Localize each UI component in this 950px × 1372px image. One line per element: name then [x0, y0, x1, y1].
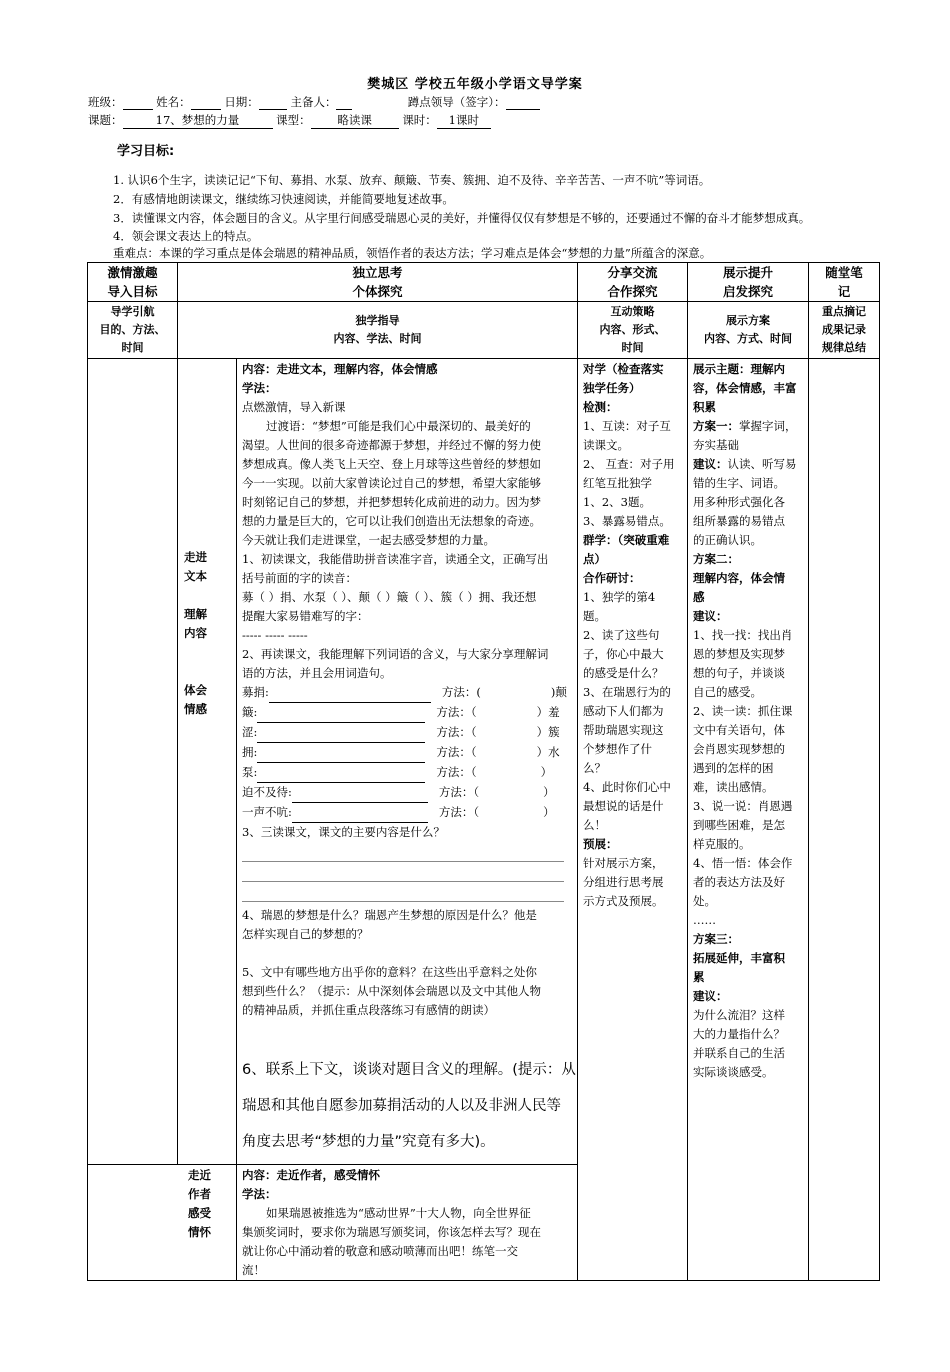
hours-label: 课时： [402, 113, 437, 127]
answer-blank[interactable] [257, 743, 425, 763]
subheader-col-5: 重点摘记 成果记录 规律总结 [822, 305, 866, 354]
preparer-field[interactable] [336, 95, 352, 110]
column-line: 感 [693, 590, 705, 604]
column-line: 检测： [583, 400, 618, 414]
key-difficult-points: 重难点：本课的学习重点是体会瑞恩的精神品质，领悟作者的表达方法；学习难点是体会“梦想的力量”所蕴含的深意。 [113, 246, 712, 260]
column-line: 展示主题：理解内 [693, 362, 785, 376]
type-label: 课型： [276, 113, 311, 127]
question-4: 4、瑞恩的梦想是什么？瑞恩产生梦想的原因是什么？他是 [242, 908, 537, 922]
column-line: 么！ [583, 818, 606, 832]
date-field[interactable] [259, 95, 287, 110]
column-line: 方案一：掌握字词， [693, 419, 797, 433]
type-value: 略读课 [311, 112, 399, 129]
subheader-col-4: 展示方案 内容、方式、时间 [704, 314, 792, 345]
column-line: 子，你心中最大 [583, 647, 664, 661]
word-row: 涩: 方法：（ ）簇 [242, 723, 576, 743]
answer-blank[interactable] [292, 803, 428, 823]
date-label: 日期： [224, 95, 259, 109]
word-row: 簸: 方法：（ ）羞 [242, 703, 576, 723]
column-line: 针对展示方案， [583, 856, 664, 870]
column-line: 拓展延伸，丰富积 [693, 951, 785, 965]
column-line: 么？ [583, 761, 606, 775]
column-line: 实际谈谈感受。 [693, 1065, 774, 1079]
goals-heading: 学习目标: [117, 144, 175, 159]
question-5: 5、文中有哪些地方出乎你的意料？在这些出乎意料之处你 [242, 965, 537, 979]
info-line-1 [88, 94, 540, 110]
column-line: 并联系自己的生活 [693, 1046, 785, 1060]
column-line: 难，读出感情。 [693, 780, 774, 794]
column-line: 2、读一读：抓住课 [693, 704, 793, 718]
column-line: 独学任务） [583, 381, 641, 395]
column-line: 为什么流泪？这样 [693, 1008, 785, 1022]
section2-content: 内容：走近作者，感受情怀 学法： 如果瑞恩被推选为“感动世界”十大人物，向全世界征 集颁奖词时，要求你为瑞恩写颁奖词，你该怎样去写？现在 就让你心中涌动着的敬意和感动喷薄而出吧！练笔一交 流！ [242, 1166, 576, 1280]
answer-blank[interactable] [292, 783, 428, 803]
column-line: 4、悟一悟：体会作 [693, 856, 793, 870]
name-field[interactable] [191, 95, 221, 110]
word-row: 一声不吭: 方法：（ ） [242, 803, 576, 823]
subheader-col-1: 导学引航 目的、方法、 时间 [99, 305, 166, 354]
info-line-2 [88, 112, 491, 129]
header-col-1: 激情激趣 导入目标 [107, 265, 158, 299]
subheader-col-2: 独学指导 内容、学法、时间 [333, 314, 422, 345]
column-line: 建议： [693, 989, 728, 1003]
question-6: 6、联系上下文，谈谈对题目含义的理解。(提示：从 瑞恩和其他自愿参加募捐活动的人以及非洲人民等 角度去思考“梦想的力量”究竟有多大)。 [242, 1062, 576, 1150]
column-line: 错的生字、词语。 [693, 476, 785, 490]
column-line: 夯实基础 [693, 438, 739, 452]
class-field[interactable] [123, 95, 153, 110]
column-line: 对学（检查落实 [583, 362, 664, 376]
goal-item: 1. 认识6个生字，读读记记“下旬、募捐、水泵、放弃、颠簸、节奏、簇拥、迫不及待、辛辛苦苦、一声不吭”等词语。 [113, 173, 711, 187]
section2-method: 学法： [242, 1187, 277, 1201]
column-line: 处。 [693, 894, 716, 908]
header-col-3: 分享交流 合作探究 [607, 265, 658, 299]
header-col-5: 随堂笔 记 [825, 265, 863, 299]
answer-blank[interactable] [257, 723, 425, 743]
column-line: 建议： [693, 609, 728, 623]
display-plan-column [693, 360, 807, 1082]
answer-blank[interactable] [257, 703, 425, 723]
column-line: 大的力量指什么？ [693, 1027, 785, 1041]
word-row: 拥: 方法：（ ）水 [242, 743, 576, 763]
name-label: 姓名： [156, 95, 191, 109]
column-line: 样克服的。 [693, 837, 751, 851]
section2-content-title: 内容：走近作者，感受情怀 [242, 1168, 380, 1182]
column-line: 组所暴露的易错点 [693, 514, 785, 528]
question-3: 3、三读课文，课文的主要内容是什么？ [242, 825, 445, 839]
column-line: 3、暴露易错点。 [583, 514, 671, 528]
section2-side-label: 走近 作者 感受 情怀 [188, 1168, 211, 1239]
column-line: 1、互读：对子互 [583, 419, 671, 433]
column-line: 示方式及预展。 [583, 894, 664, 908]
interaction-strategy-column [583, 360, 686, 911]
hours-value: 1课时 [437, 112, 491, 129]
preparer-label: 主备人： [290, 95, 337, 109]
column-line: 方案三： [693, 932, 739, 946]
word-row: 募捐: 方法：( )颠 [242, 683, 576, 703]
section1-side-label: 走进 文本 理解 内容 体会 情感 [184, 550, 207, 716]
column-line: 方案二： [693, 552, 739, 566]
column-line: 3、说一说：肖恩遇 [693, 799, 793, 813]
leader-field[interactable] [506, 95, 540, 110]
word-row: 迫不及待: 方法：（ ） [242, 783, 576, 803]
column-line: 的感受是什么？ [583, 666, 664, 680]
column-line: 自己的感受。 [693, 685, 762, 699]
section1-intro: 点燃激情，导入新课 [242, 400, 346, 414]
column-line: 点） [583, 552, 606, 566]
section1-para: 过渡语：“梦想”可能是我们心中最深切的、最美好的 [266, 419, 531, 433]
column-line: 合作研讨： [583, 571, 641, 585]
topic-value: 17、梦想的力量 [123, 112, 273, 129]
answer-blank[interactable] [269, 683, 431, 703]
column-line: 帮助瑞恩实现这 [583, 723, 664, 737]
column-line: 文中有关语句，体 [693, 723, 785, 737]
column-line: 累 [693, 970, 705, 984]
column-line: 1、独学的第4 [583, 590, 656, 604]
column-line: 群学：（突破重难 [583, 533, 670, 547]
hard-word-blanks: ----- ----- ----- [242, 628, 308, 642]
word-row: 泵: 方法：（ ） [242, 763, 576, 783]
column-line: 3、在瑞恩行为的 [583, 685, 671, 699]
column-line: 恩的梦想及实现梦 [693, 647, 785, 661]
column-line: 者的表达方法及好 [693, 875, 785, 889]
notes-column[interactable] [809, 359, 879, 1280]
subheader-col-3: 互动策略 内容、形式、 时间 [599, 305, 666, 354]
column-line: 红笔互批独学 [583, 476, 652, 490]
column-line: 遇到的怎样的困 [693, 761, 774, 775]
column-line: 会肖恩实现梦想的 [693, 742, 785, 756]
column-line: 分组进行思考展 [583, 875, 664, 889]
goal-item: 2．有感情地朗读课文，继续练习快速阅读，并能简要地复述故事。 [113, 192, 454, 206]
goal-item: 4．领会课文表达上的特点。 [113, 229, 259, 243]
answer-line[interactable] [242, 862, 564, 882]
section1-content-title: 内容：走进文本，理解内容，体会情感 [242, 362, 438, 376]
column-line: 到哪些困难，是怎 [693, 818, 785, 832]
column-line: 4、此时你们心中 [583, 780, 671, 794]
column-line: 最想说的话是什 [583, 799, 664, 813]
column-line: 容，体会情感，丰富 [693, 381, 797, 395]
topic-label: 课题： [88, 113, 123, 127]
column-line: …… [693, 913, 716, 927]
column-line: 1、找一找：找出肖 [693, 628, 793, 642]
column-line: 预展： [583, 837, 618, 851]
column-line: 1、2、3题。 [583, 495, 651, 509]
column-line: 2、 互查：对子用 [583, 457, 675, 471]
question-2: 2、再读课文，我能理解下列词语的含义，与大家分享理解词 [242, 647, 549, 661]
column-line: 用多种形式强化各 [693, 495, 785, 509]
leader-label: 蹲点领导（签字）： [407, 95, 506, 109]
section1-content: 内容：走进文本，理解内容，体会情感 学法： 点燃激情，导入新课 过渡语：“梦想”可能是我们心中最深切的、最美好的 渴望。人世间的很多奇迹都源于梦想，并经过不懈的努力使 梦想成真。像人类飞上天空、登上月球等这些曾经的梦想如 今一一实现。以前大家曾读论过自己的梦想，希望大家能够 时刻铭记自己的梦想，并把梦想转化成前进的动力。因为梦 想的力量是巨大的，它可以让我们创造出无法想象的奇迹。 今天就让我们走进课堂，一起去感受梦想的力量。 1、初读课文，我能借助拼音读准字音，读通全文，正确写出 括号前面的字的读音： 募（ ）捐、水泵（ ）、颠（ ）簸（ ）、簇（ ）拥、我还想 提醒大家易错难写的字： ----- ----- ----- 2、再读课文，我能理解下列词语的含义，与大家分享理解词 语的方法，并且会用词造句。 募捐: 方法：( )颠 簸: 方法：（ ）羞 涩: 方法：（ ）簇 拥: 方法：（ ）水 泵: 方法：（ ） 迫不及待: 方法：（ ） 一声不吭: 方法：（ ） 3、三读课文，课文的主要内容是什么？ 4、瑞恩的梦想是什么？瑞恩产生梦想的原因是什么？他是 怎样实现自己的梦想的？ 5、文中有哪些地方出乎你的意料？在这些出乎意料之处你 想到些什么？（提示：从中深刻体会瑞恩以及文中其他人物 的精神品质，并抓住重点段落练习有感情的朗读） [242, 360, 576, 1020]
pinyin-blanks: 募（ ）捐、水泵（ ）、颠（ ）簸（ ）、簇（ ）拥、我还想 [242, 590, 537, 604]
header-col-4: 展示提升 启发探究 [722, 265, 773, 299]
header-col-2: 独立思考 个体探究 [352, 265, 403, 299]
section1-method: 学法： [242, 381, 277, 395]
column-line: 个梦想作了什 [583, 742, 652, 756]
column-line: 2、读了这些句 [583, 628, 660, 642]
answer-line[interactable] [242, 882, 564, 902]
column-line: 题。 [583, 609, 606, 623]
column-line: 建议：认读、听写易 [693, 457, 797, 471]
column-line: 感动下人们都为 [583, 704, 664, 718]
answer-line[interactable] [242, 842, 564, 862]
column-line: 积累 [693, 400, 716, 414]
column-line: 的正确认识。 [693, 533, 762, 547]
column-line: 想的句子，并谈谈 [693, 666, 785, 680]
class-label: 班级： [88, 95, 123, 109]
column-line: 读课文。 [583, 438, 629, 452]
column-line: 理解内容，体会情 [693, 571, 785, 585]
answer-blank[interactable] [257, 763, 425, 783]
question-1: 1、初读课文，我能借助拼音读准字音，读通全文，正确写出 [242, 552, 549, 566]
page-title: 樊城区 学校五年级小学语文导学案 [367, 77, 583, 92]
goal-item: 3．读懂课文内容，体会题目的含义。从字里行间感受瑞恩心灵的美好，并懂得仅仅有梦想是不够的，还要通过不懈的奋斗才能梦想成真。 [113, 211, 811, 225]
